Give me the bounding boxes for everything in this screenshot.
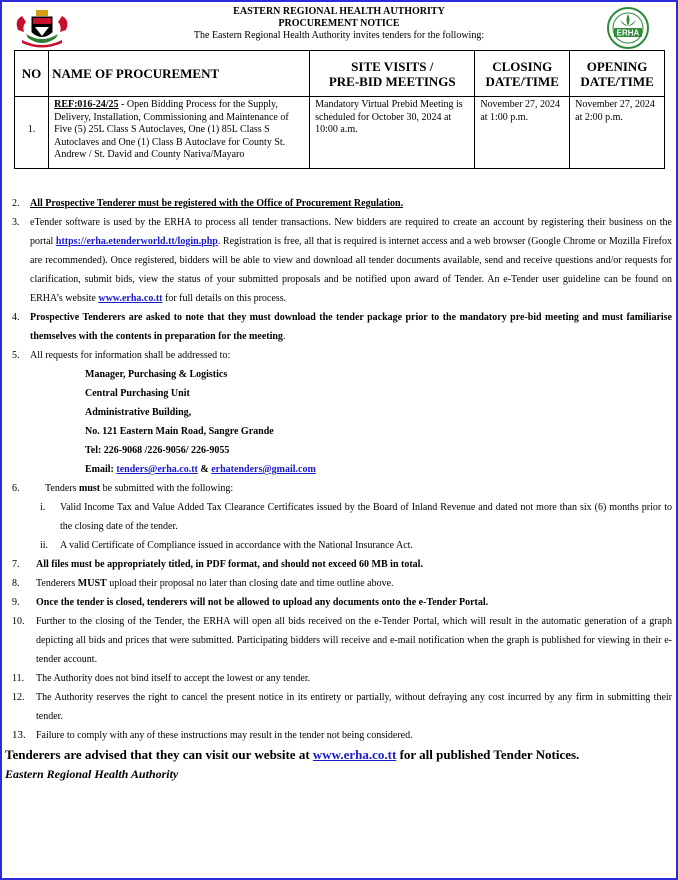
item-number: 3. [12, 217, 20, 228]
item-text: All Prospective Tenderer must be registered with the Office of Procurement Regulation. [30, 198, 404, 209]
portal-link[interactable]: https://erha.etenderworld.tt/login.php [55, 236, 218, 247]
item-number: 8. [12, 578, 20, 589]
address-email: Email: tenders@erha.co.tt & erhatenders@gmail.com [85, 464, 316, 475]
item-2 [12, 194, 672, 213]
website-advice: Tenderers are advised that they can visit our website at www.erha.co.tt for all published Tender Notices. [5, 747, 580, 762]
item-text: All files must be appropriately titled, in PDF format, and should not exceed 60 MB in total. [36, 559, 423, 570]
table-row [15, 97, 665, 169]
item-number: 5. [12, 350, 20, 361]
item-6: 6. Tenders must be submitted with the following: [12, 479, 672, 498]
item-10 [12, 612, 672, 669]
address-line: No. 121 Eastern Main Road, Sangre Grande [85, 426, 274, 437]
email-link-tenders[interactable]: tenders@erha.co.tt [116, 464, 198, 475]
item-8: 8. Tenderers MUST upload their proposal no later than closing date and time outline above. [12, 574, 672, 593]
contact-address [12, 365, 672, 479]
item-number: 9. [12, 597, 20, 608]
item-number: 10. [12, 616, 25, 627]
row-number: 1. [15, 97, 49, 169]
item-number: 12. [12, 692, 25, 703]
address-line: Manager, Purchasing & Logistics [85, 369, 228, 380]
org-title: EASTERN REGIONAL HEALTH AUTHORITY [233, 6, 445, 17]
col-header-name: NAME OF PROCUREMENT [49, 51, 310, 97]
item-11 [12, 669, 672, 688]
col-header-no: NO [15, 51, 49, 97]
col-header-opening: OPENING DATE/TIME [570, 51, 665, 97]
row-closing: November 27, 2024 at 1:00 p.m. [475, 97, 570, 169]
item-number: 13. [12, 729, 26, 741]
item-text: Prospective Tenderers are asked to note that they must download the tender package prior to the mandatory pre-bid meeting and must familiarise themselves with the contents in preparation for the meeting [30, 312, 672, 342]
row-site-visit: Mandatory Virtual Prebid Meeting is scheduled for October 30, 2024 at 10:00 a.m. [310, 97, 475, 169]
item-number: 2. [12, 198, 20, 209]
item-text: eTender software is used by the ERHA to process all tender transactions. New bidders are required to create an account by registering their business on the portal [30, 217, 672, 247]
item-3 [12, 213, 672, 308]
item-text: A valid Certificate of Compliance issued in accordance with the National Insurance Act. [60, 540, 413, 551]
row-procurement-name [49, 97, 310, 169]
item-number: 4. [12, 312, 20, 323]
item-text: Further to the closing of the Tender, the ERHA will open all bids received on the e-Tender Portal, which will result in the automatic generation of a graph depicting all bids and prices that were submitted. Participating bidders will receive and e-mail notification when the graph is published for viewing in their e-tender account. [36, 616, 672, 665]
item-text: Valid Income Tax and Value Added Tax Clearance Certificates issued by the Board of Inland Revenue and dated not more than six (6) months prior to the closing date of the tender. [60, 502, 672, 532]
table-header-row [15, 51, 665, 97]
item-number: 11. [12, 673, 25, 684]
item-6-sub-1: i. Valid Income Tax and Value Added Tax Clearance Certificates issued by the Board of Inland Revenue and dated not more than six (6) months prior to the closing date of the tender. [40, 502, 672, 532]
intro-line: The Eastern Regional Health Authority invites tenders for the following: [193, 30, 485, 41]
row-opening: November 27, 2024 at 2:00 p.m. [570, 97, 665, 169]
item-5 [12, 346, 672, 365]
item-text: The Authority does not bind itself to accept the lowest or any tender. [36, 673, 311, 684]
item-6-sub-2: ii. A valid Certificate of Compliance issued in accordance with the National Insurance Act. [40, 540, 413, 551]
item-text: . Registration is free, all that is required is internet access and a web browser (Google Chrome or Mozilla Firefox are recommended). Once registered, bidders will be able to view and download all tender documents available, send and receive questions and/or requests for clarification, submit bids, view the status of your submitted proposals and be notified upon award of Tender. An e-Tender user guideline can be found on ERHA’s website [30, 236, 672, 304]
item-7 [12, 555, 672, 574]
instructions [5, 194, 672, 783]
col-header-closing: CLOSING DATE/TIME [475, 51, 570, 97]
notice-title: PROCUREMENT NOTICE [278, 18, 400, 29]
address-line: Administrative Building, [85, 407, 192, 418]
item-text: The Authority reserves the right to cancel the present notice in its entirety or partially, without defraying any cost incurred by any firm in submitting their tender. [36, 692, 672, 722]
erha-logo-text: ERHA [616, 28, 640, 38]
notice-header [0, 6, 678, 42]
item-13 [12, 726, 672, 745]
row-description: - Open Bidding Process for the Supply, Delivery, Installation, Commissioning and Maintenance of Five (5) 25L Class S Autoclaves, One (1) 85L Class S Autoclaves and One (1) Class B Autoclave for County St. Andrew / St. David and County Nariva/Mayaro [54, 99, 289, 161]
item-text: Once the tender is closed, tenderers will not be allowed to upload any documents onto the e-Tender Portal. [36, 597, 489, 608]
email-link-gmail[interactable]: erhatenders@gmail.com [211, 464, 316, 475]
procurement-table [14, 50, 665, 169]
item-text: Failure to comply with any of these instructions may result in the tender not being considered. [36, 730, 413, 741]
item-4: 4. Prospective Tenderers are asked to note that they must download the tender package prior to the mandatory pre-bid meeting and must familiarise themselves with the contents in preparation for the meeting. [12, 308, 672, 346]
footer-website-link[interactable]: www.erha.co.tt [312, 747, 397, 762]
item-12 [12, 688, 672, 726]
item-text: for full details on this process. [162, 293, 287, 304]
col-header-site: SITE VISITS / PRE-BID MEETINGS [310, 51, 475, 97]
row-ref: REF:016-24/25 [54, 99, 119, 110]
item-text: All requests for information shall be addressed to: [30, 350, 231, 361]
address-tel: Tel: 226-9068 /226-9056/ 226-9055 [85, 445, 230, 456]
signature: Eastern Regional Health Authority [5, 767, 179, 781]
item-number: 6. [12, 483, 20, 494]
item-9 [12, 593, 672, 612]
website-link[interactable]: www.erha.co.tt [98, 293, 163, 304]
item-number: 7. [12, 559, 20, 570]
address-line: Central Purchasing Unit [85, 388, 190, 399]
